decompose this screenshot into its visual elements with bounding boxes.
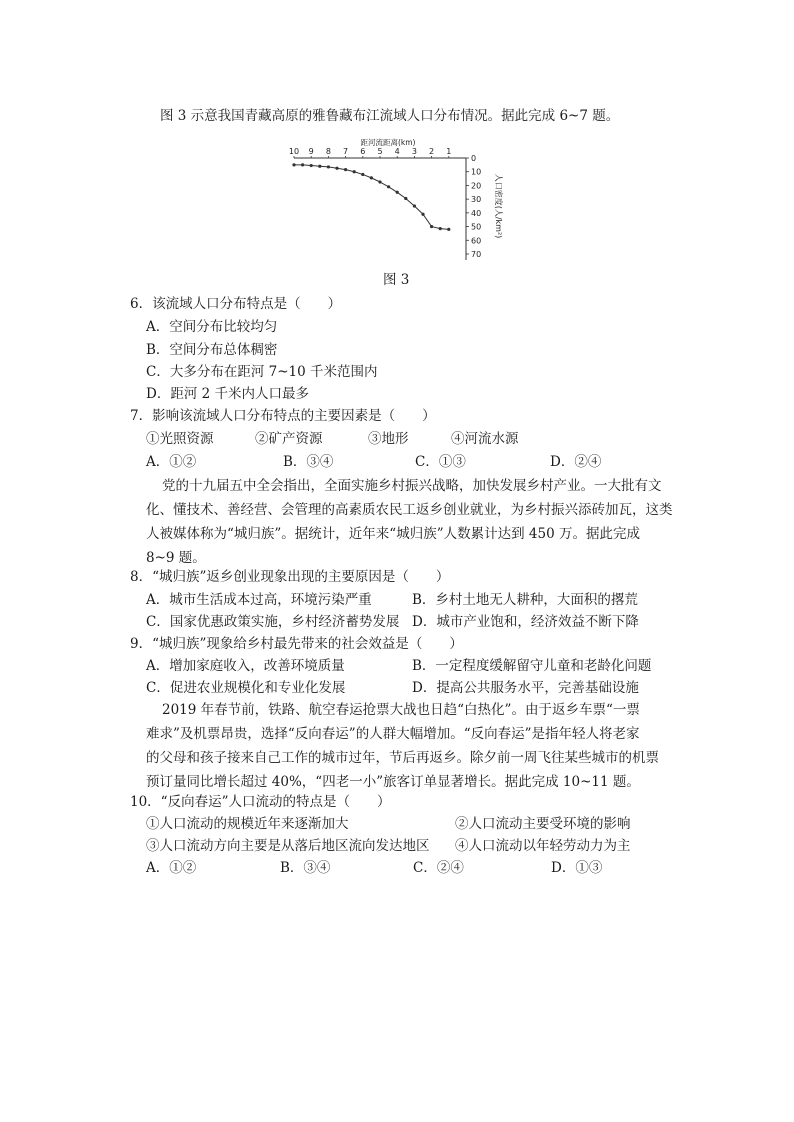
q7-item-4: ④河流水源 — [451, 431, 519, 447]
population-density-chart — [280, 138, 510, 268]
series-point — [421, 213, 424, 216]
x-tick-label: 4 — [394, 147, 400, 156]
y-tick-label: 40 — [471, 208, 482, 218]
q6-option-d[interactable]: D．距河 2 千米内人口最多 — [146, 386, 309, 402]
x-tick-label: 2 — [429, 147, 435, 156]
q7-option-c[interactable]: C．①③ — [415, 454, 466, 470]
q10-stem: 10．“反向春运”人口流动的特点是（ ） — [130, 794, 391, 810]
q7-item-1: ①光照资源 — [146, 431, 214, 447]
q9-option-c[interactable]: C．促进农业规模化和专业化发展 — [146, 680, 346, 696]
q7-item-3: ③地形 — [368, 431, 409, 447]
q9-option-b[interactable]: B．一定程度缓解留守儿童和老龄化问题 — [412, 658, 652, 674]
q6-option-a[interactable]: A．空间分布比较均匀 — [146, 319, 278, 335]
q6-option-c[interactable]: C．大多分布在距河 7~10 千米范围内 — [146, 364, 378, 380]
q7-option-b[interactable]: B．③④ — [283, 454, 334, 470]
x-tick-label: 10 — [288, 147, 300, 156]
y-tick-label: 10 — [471, 167, 482, 177]
passage3-line4: 预订量同比增长超过 40%，“四老一小”旅客订单显著增长。据此完成 10~11 题。 — [146, 774, 640, 790]
x-axis-label: 距河流距离(km) — [360, 138, 416, 147]
x-tick-label: 8 — [325, 147, 331, 156]
series-point — [335, 167, 338, 170]
q10-option-c[interactable]: C．②④ — [413, 860, 464, 876]
series-point — [344, 168, 347, 171]
figure-caption: 图 3 — [383, 272, 410, 288]
q8-option-d[interactable]: D．城市产业饱和，经济效益不断下降 — [412, 614, 639, 630]
series-line — [294, 165, 449, 229]
series-point — [292, 163, 295, 166]
q6-option-b[interactable]: B．空间分布总体稠密 — [146, 342, 278, 358]
q10-option-d[interactable]: D．①③ — [551, 860, 603, 876]
y-tick-label: 0 — [471, 154, 477, 163]
series-point — [370, 176, 373, 179]
x-tick-label: 1 — [446, 147, 452, 156]
passage2-line3: 人被媒体称为“城归族”。据统计，近年来“城归族”人数累计达到 450 万。据此完成 — [146, 526, 640, 542]
y-tick-label: 30 — [471, 195, 482, 205]
q9-stem: 9．“城归族”现象给乡村最先带来的社会效益是（ ） — [130, 636, 463, 652]
x-tick-label: 7 — [343, 147, 349, 156]
q10-option-a[interactable]: A．①② — [146, 860, 197, 876]
q9-option-a[interactable]: A．增加家庭收入，改善环境质量 — [146, 658, 345, 674]
series-point — [430, 225, 433, 228]
q8-stem: 8．“城归族”返乡创业现象出现的主要原因是（ ） — [130, 569, 450, 585]
series-point — [378, 180, 381, 183]
x-tick-label: 6 — [360, 147, 366, 156]
series-point — [447, 228, 450, 231]
q10-option-b[interactable]: B．③④ — [280, 860, 331, 876]
q10-item-1: ①人口流动的规模近年来逐渐加大 — [146, 816, 349, 832]
series-point — [387, 185, 390, 188]
q7-option-a[interactable]: A．①② — [146, 454, 197, 470]
series-point — [310, 164, 313, 167]
q9-option-d[interactable]: D．提高公共服务水平，完善基础设施 — [412, 680, 639, 696]
passage3-line3: 的父母和孩子接来自己工作的城市过年，节后再返乡。除夕前一周飞往某些城市的机票 — [146, 750, 659, 766]
q8-option-b[interactable]: B．乡村土地无人耕种，大面积的撂荒 — [412, 592, 638, 608]
q8-option-a[interactable]: A．城市生活成本过高，环境污染严重 — [146, 592, 372, 608]
passage2-line2: 化、懂技术、善经营、会管理的高素质农民工返乡创业就业，为乡村振兴添砖加瓦，这类 — [146, 502, 673, 518]
series-point — [327, 165, 330, 168]
y-tick-label: 20 — [471, 181, 482, 191]
y-tick-label: 60 — [471, 236, 482, 246]
passage2-line1: 党的十九届五中全会指出，全面实施乡村振兴战略，加快发展乡村产业。一大批有文 — [162, 478, 662, 494]
q10-item-4: ④人口流动以年轻劳动力为主 — [455, 838, 631, 854]
q10-item-3: ③人口流动方向主要是从落后地区流向发达地区 — [146, 838, 430, 854]
x-tick-label: 3 — [411, 147, 417, 156]
q7-stem: 7．影响该流域人口分布特点的主要因素是（ ） — [130, 408, 436, 424]
q6-stem: 6．该流域人口分布特点是（ ） — [130, 296, 342, 312]
x-tick-label: 5 — [377, 147, 383, 156]
passage2-line4: 8~9 题。 — [146, 550, 206, 566]
series-point — [404, 197, 407, 200]
q7-option-d[interactable]: D．②④ — [550, 454, 602, 470]
series-point — [353, 170, 356, 173]
intro-text: 图 3 示意我国青藏高原的雅鲁藏布江流域人口分布情况。据此完成 6~7 题。 — [160, 108, 620, 124]
series-point — [318, 165, 321, 168]
y-tick-label: 70 — [471, 250, 482, 259]
series-point — [361, 173, 364, 176]
series-point — [301, 163, 304, 166]
q10-item-2: ②人口流动主要受环境的影响 — [455, 816, 631, 832]
series-point — [413, 204, 416, 207]
q8-option-c[interactable]: C．国家优惠政策实施，乡村经济蓄势发展 — [146, 614, 400, 630]
y-tick-label: 50 — [471, 222, 482, 232]
y-axis-label: 人口密度(人/km²) — [494, 173, 503, 239]
passage3-line2: 难求”及机票昂贵，选择“反向春运”的人群大幅增加。“反向春运”是指年轻人将老家 — [146, 726, 640, 742]
series-point — [396, 191, 399, 194]
series-point — [439, 227, 442, 230]
x-tick-label: 9 — [308, 147, 314, 156]
passage3-line1: 2019 年春节前，铁路、航空春运抢票大战也日趋“白热化”。由于返乡车票“一票 — [162, 702, 640, 718]
q7-item-2: ②矿产资源 — [255, 431, 323, 447]
